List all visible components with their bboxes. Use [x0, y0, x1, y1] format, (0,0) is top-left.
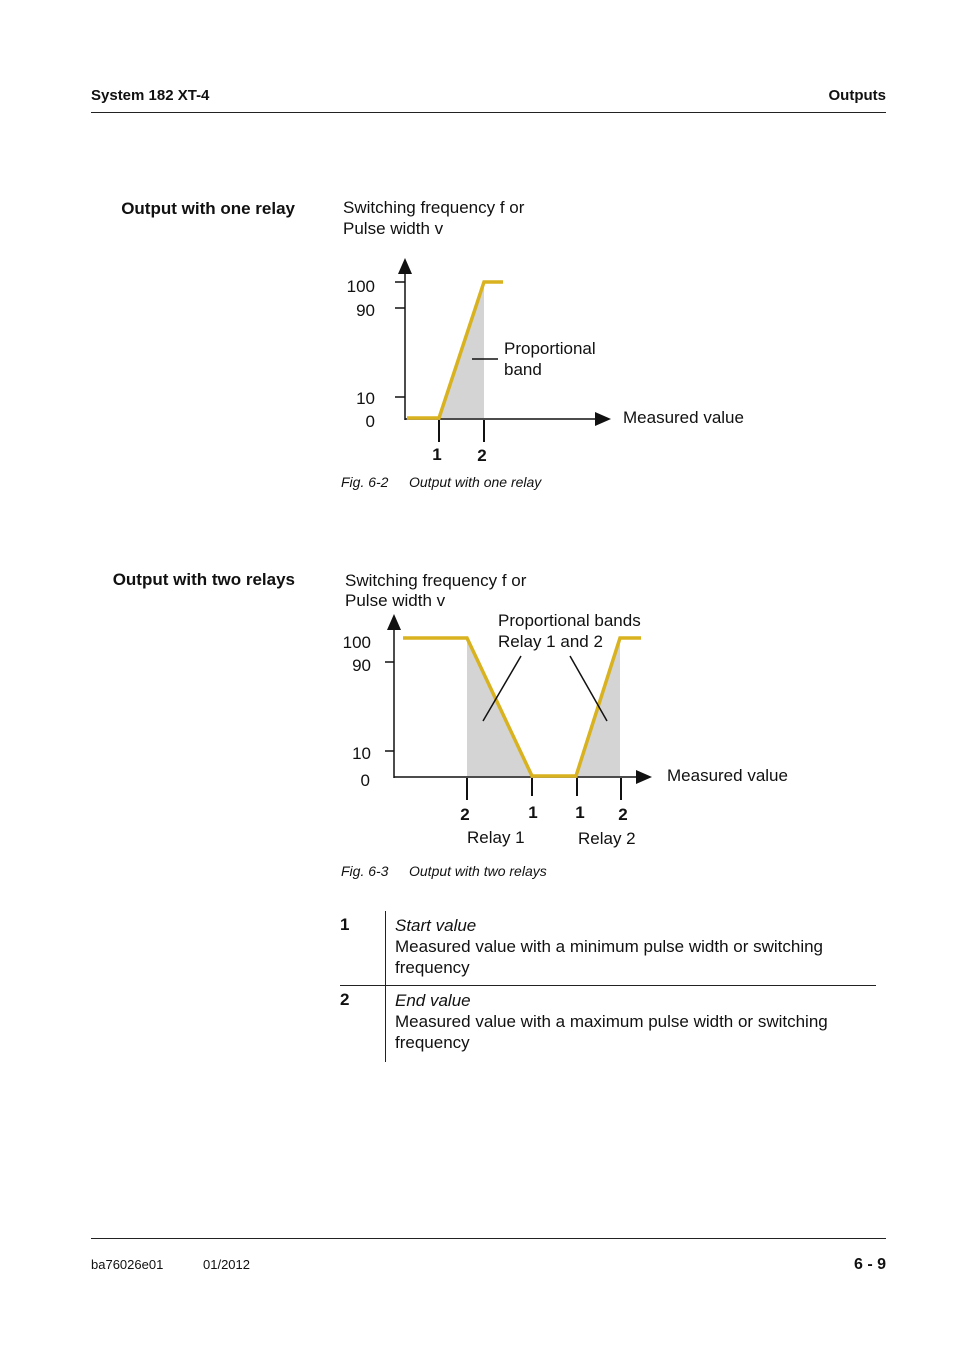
fig2-ytick-label-90: 90 — [352, 656, 371, 675]
footer-page-number: 6 - 9 — [853, 1256, 886, 1273]
fig1-x-axis-arrow — [595, 412, 611, 426]
footer-date: 01/2012 — [203, 1257, 250, 1272]
fig2-ylabel-line2: Pulse width v — [345, 591, 446, 610]
section-title-one-relay: Output with one relay — [121, 199, 295, 218]
fig1-y-axis-arrow — [398, 258, 412, 274]
fig2-annotation-leader-relay2 — [570, 656, 607, 721]
fig2-relay1-label: Relay 1 — [467, 828, 525, 847]
legend-number-2: 2 — [340, 990, 350, 1009]
section-title-two-relays: Output with two relays — [112, 570, 295, 589]
fig1-xlabel: Measured value — [623, 408, 744, 427]
footer-doc-id: ba76026e01 — [91, 1257, 164, 1272]
fig2-y-axis-arrow — [387, 614, 401, 630]
fig1-ytick-label-10: 10 — [356, 389, 375, 408]
legend-divider-vertical — [385, 911, 386, 1062]
legend-description-2: Measured value with a maximum pulse width or switching frequency — [395, 1012, 828, 1052]
header-doc-title: System 182 XT-4 — [91, 87, 210, 104]
fig2-ytick-label-0: 0 — [360, 771, 370, 790]
fig1-annotation-line2: band — [504, 360, 542, 379]
fig1-xmarker-label-1: 1 — [432, 445, 442, 464]
legend-divider-horizontal — [340, 985, 876, 986]
fig1-ytick-label-90: 90 — [356, 301, 375, 320]
fig2-caption — [341, 863, 547, 879]
fig2-caption-number: Fig. 6-3 — [341, 863, 389, 879]
legend-term-2: End value — [395, 991, 471, 1010]
header-chapter-title: Outputs — [828, 87, 886, 104]
fig2-xmarker-label-relay1-1: 1 — [528, 803, 538, 822]
fig2-ytick-label-100: 100 — [342, 633, 371, 652]
fig2-x-axis-arrow — [636, 770, 652, 784]
fig1-annotation-line1: Proportional — [504, 339, 596, 358]
figure-one-relay-chart — [0, 0, 954, 520]
legend-term-1: Start value — [395, 916, 477, 935]
fig2-xlabel: Measured value — [667, 766, 788, 785]
fig2-caption-text: Output with two relays — [409, 863, 547, 879]
fig1-ylabel-line2: Pulse width v — [343, 219, 444, 238]
legend-number-1: 1 — [340, 915, 350, 934]
footer-rule — [91, 1238, 886, 1239]
fig2-xmarker-label-relay1-2: 2 — [460, 805, 470, 824]
fig1-ytick-label-100: 100 — [346, 277, 375, 296]
fig1-caption — [341, 474, 541, 490]
figure-two-relays-chart — [0, 560, 954, 860]
legend-description-1: Measured value with a minimum pulse width or switching frequency — [395, 937, 824, 977]
fig1-ytick-label-0: 0 — [365, 412, 375, 431]
fig2-ylabel-line1: Switching frequency f or — [345, 571, 527, 590]
fig1-xmarker-label-2: 2 — [477, 446, 487, 465]
fig1-caption-text: Output with one relay — [409, 474, 542, 490]
fig2-xmarker-label-relay2-1: 1 — [575, 803, 585, 822]
fig1-caption-number: Fig. 6-2 — [341, 474, 389, 490]
fig1-ylabel-line1: Switching frequency f or — [343, 198, 525, 217]
fig2-annotation-line2: Relay 1 and 2 — [498, 632, 603, 651]
fig2-annotation-line1: Proportional bands — [498, 611, 641, 630]
fig2-ytick-label-10: 10 — [352, 744, 371, 763]
fig2-xmarker-label-relay2-2: 2 — [618, 805, 628, 824]
fig2-relay2-label: Relay 2 — [578, 829, 636, 848]
